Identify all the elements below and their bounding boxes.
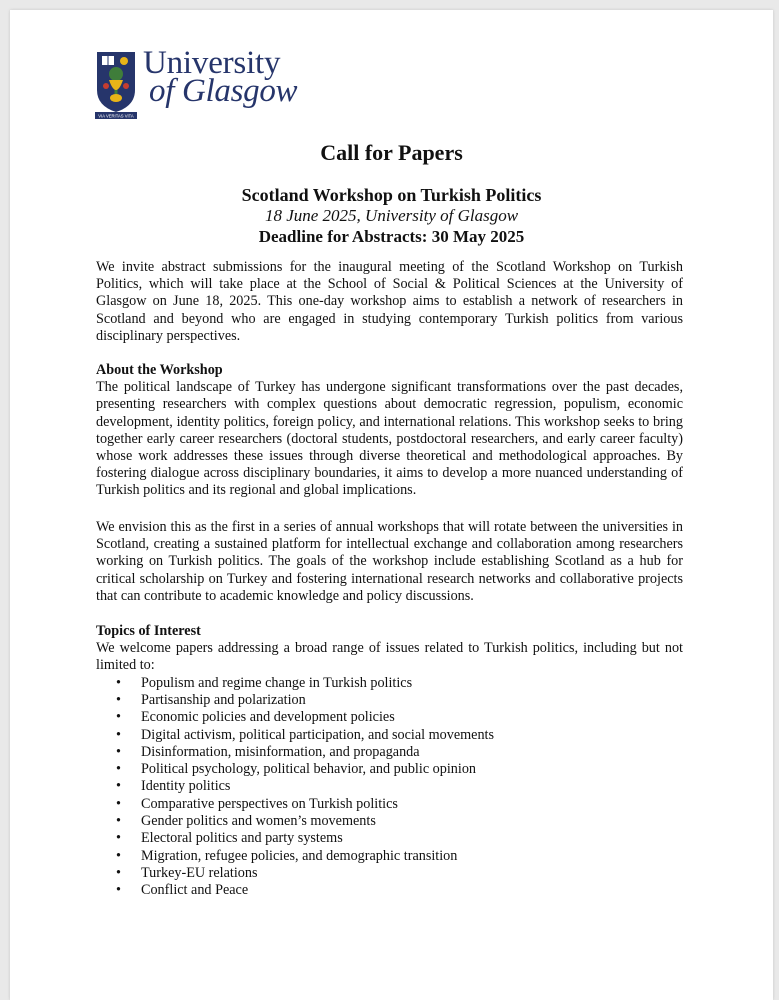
list-item [96,727,683,744]
university-crest-icon [95,50,137,120]
about-paragraph: The political landscape of Turkey has undergone significant transformations over the past decades, presenting researchers with complex questions about democratic regression, populism, economic development, identity politics, foreign policy, and international relations. This workshop seeks to bring together early career researchers (doctoral students, postdoctoral researchers, and early career faculty) whose work addresses these issues through diverse theoretical and methodological approaches. By fostering dialogue across disciplinary boundaries, it aims to develop a more nuanced understanding of Turkish politics and its regional and global implications. [96,379,683,499]
bullet-icon: • [116,847,121,864]
topic-label: Political psychology, political behavior, and public opinion [141,761,477,778]
topic-label: Comparative perspectives on Turkish politics [141,795,398,812]
topics-list [96,675,683,900]
workshop-title: Scotland Workshop on Turkish Politics [241,185,542,205]
list-item [96,778,683,795]
list-item [96,830,683,847]
bullet-icon: • [116,761,121,778]
list-item [96,848,683,865]
bullet-icon: • [116,709,121,726]
topic-label: Digital activism, political participation, and social movements [141,726,495,743]
topic-label: Populism and regime change in Turkish politics [141,674,413,691]
bullet-icon: • [116,743,121,760]
list-item [96,692,683,709]
bullet-icon: • [116,726,121,743]
wordmark-line-2: of Glasgow [149,73,298,109]
document-page [10,10,773,1000]
intro-paragraph: We invite abstract submissions for the inaugural meeting of the Scotland Workshop on Turkish Politics, which will take place at the School of Social & Political Sciences at the University of Glasgow on June 18, 2025. This one-day workshop aims to establish a network of researchers in Scotland and beyond who are engaged in studying contemporary Turkish politics from various disciplinary perspectives. [96,259,683,344]
list-item [96,882,683,899]
university-logo [95,45,298,120]
topics-section [96,623,683,899]
envision-section [96,519,683,605]
topic-label: Partisanship and polarization [141,691,306,708]
list-item [96,865,683,882]
topic-label: Turkey-EU relations [141,864,258,881]
list-item [96,709,683,726]
topic-label: Electoral politics and party systems [141,830,343,847]
bullet-icon: • [116,830,121,847]
list-item [96,744,683,761]
topic-label: Gender politics and women’s movements [141,812,376,829]
about-heading: About the Workshop [96,362,223,378]
bullet-icon: • [116,812,121,829]
abstract-deadline: Deadline for Abstracts: 30 May 2025 [258,227,525,246]
page-title: Call for Papers [320,140,463,165]
bullet-icon: • [116,674,121,691]
intro-section [96,259,683,345]
list-item [96,796,683,813]
envision-paragraph: We envision this as the first in a series of annual workshops that will rotate between the universities in Scotland, creating a sustained platform for intellectual exchange and collaboration among researchers working on Turkish politics. The goals of the workshop include establishing Scotland as a hub for critical scholarship on Turkey and fostering international research networks and collaborative projects that can contribute to academic knowledge and policy discussions. [96,519,683,604]
bullet-icon: • [116,778,121,795]
topic-label: Identity politics [141,778,231,795]
topics-heading: Topics of Interest [96,623,201,639]
university-wordmark [143,45,298,109]
event-dateline: 18 June 2025, University of Glasgow [264,206,519,225]
list-item [96,761,683,778]
topic-label: Economic policies and development policies [141,709,395,726]
crest-motto: VIA VERITAS VITA [98,113,134,119]
bullet-icon: • [116,691,121,708]
bullet-icon: • [116,795,121,812]
topics-intro: We welcome papers addressing a broad range of issues related to Turkish politics, including but not limited to: [96,640,683,674]
about-section [96,362,683,500]
wordmark-line-1: University [143,45,281,81]
bullet-icon: • [116,882,121,899]
list-item [96,813,683,830]
topic-label: Disinformation, misinformation, and propaganda [141,743,420,760]
topic-label: Migration, refugee policies, and demographic transition [141,847,458,864]
bullet-icon: • [116,864,121,881]
topic-label: Conflict and Peace [141,882,249,899]
list-item [96,675,683,692]
